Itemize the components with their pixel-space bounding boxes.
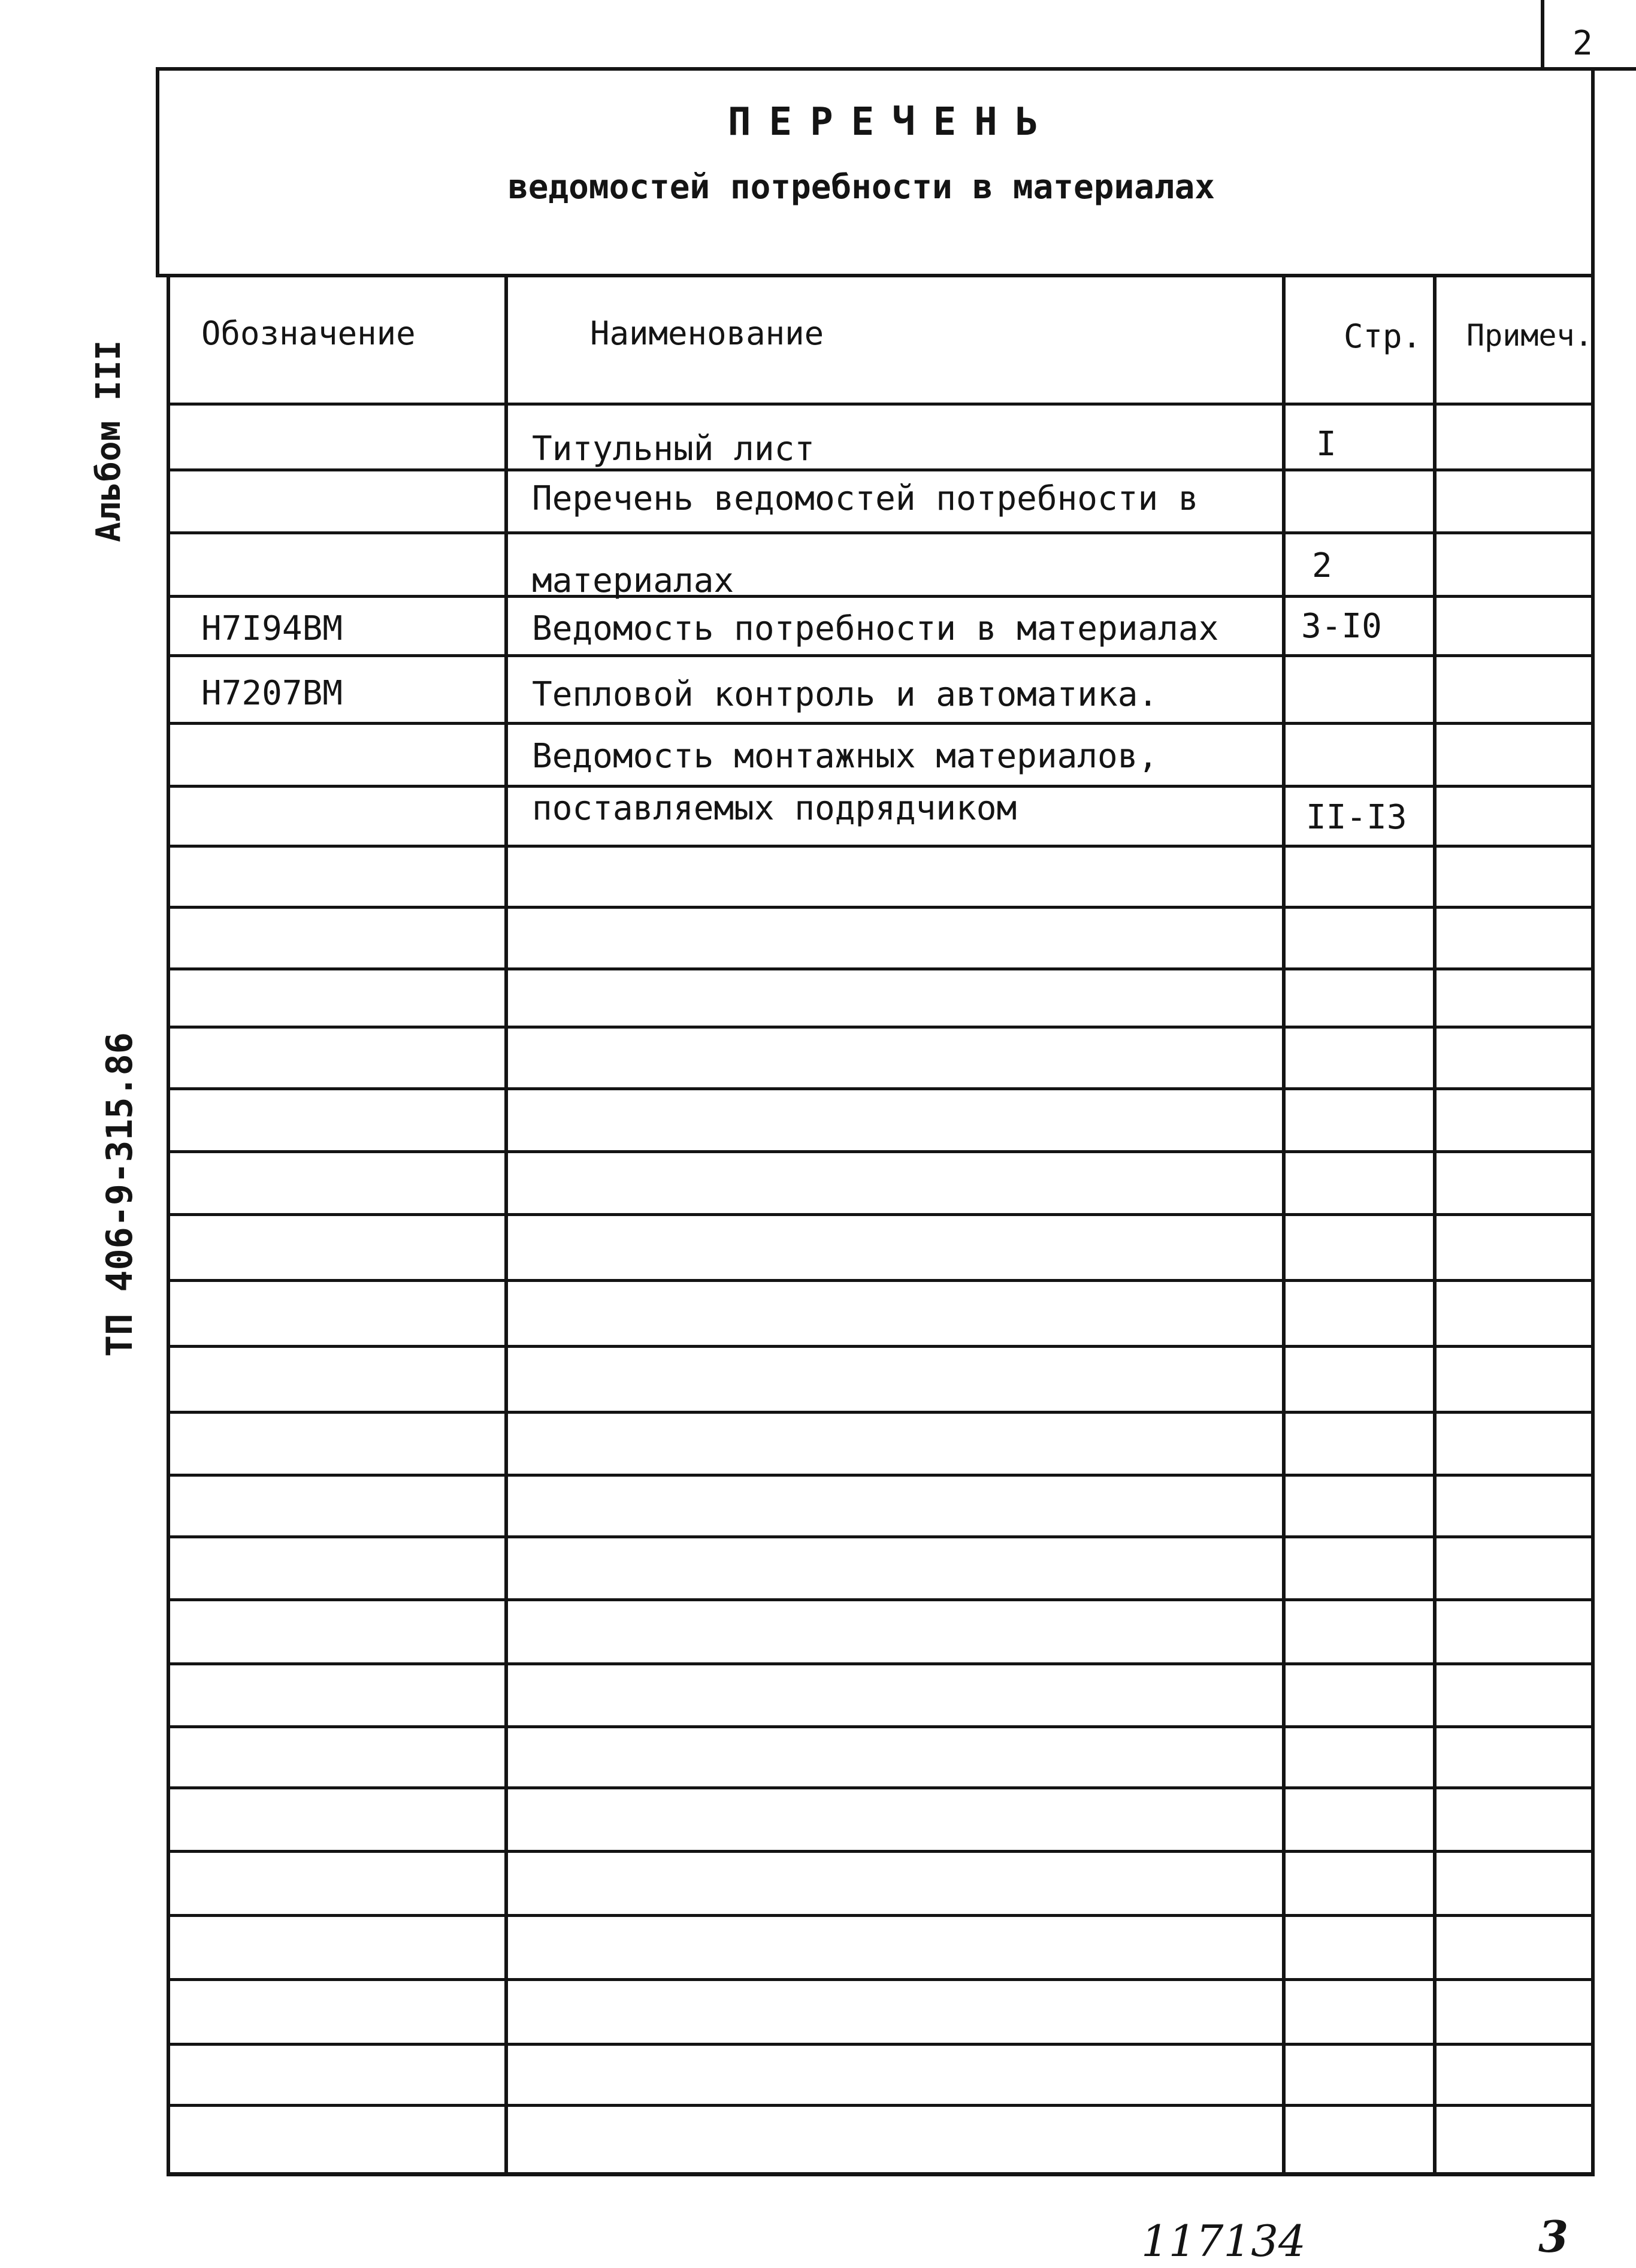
column-divider xyxy=(1433,274,1437,2176)
row-name: материалах xyxy=(532,561,734,600)
document-subtitle: ведомостей потребности в материалах xyxy=(508,168,1215,207)
column-divider xyxy=(504,274,508,2176)
row-page: I xyxy=(1316,425,1336,464)
row-name: Ведомость потребности в материалах xyxy=(532,609,1219,648)
project-code: ТП 406-9-315.86 xyxy=(99,1032,141,1357)
row-designation: Н7207ВМ xyxy=(201,674,343,713)
row-page: 2 xyxy=(1312,546,1332,585)
row-name: Перечень ведомостей потребности в xyxy=(532,479,1199,518)
row-name: Ведомость монтажных материалов, xyxy=(532,737,1159,776)
column-header-name: Наименование xyxy=(590,315,824,352)
document-title: ПЕРЕЧЕНЬ xyxy=(728,100,1057,144)
inventory-number: 117134 xyxy=(1141,2216,1306,2266)
row-name: поставляемых подрядчиком xyxy=(532,789,1017,828)
row-name: Тепловой контроль и автоматика. xyxy=(532,675,1159,714)
album-label: Альбом III xyxy=(89,340,128,542)
row-page: II-I3 xyxy=(1306,798,1407,837)
column-header-page: Стр. xyxy=(1344,317,1422,355)
column-divider xyxy=(1282,274,1286,2176)
row-designation: Н7I94ВМ xyxy=(201,609,343,648)
page-number: 2 xyxy=(1573,24,1593,63)
column-header-note: Примеч. xyxy=(1466,318,1593,353)
row-name: Титульный лист xyxy=(532,430,815,468)
sheet-number: 3 xyxy=(1538,2211,1569,2262)
column-header-designation: Обозначение xyxy=(201,315,416,352)
row-page: 3-I0 xyxy=(1301,607,1382,646)
